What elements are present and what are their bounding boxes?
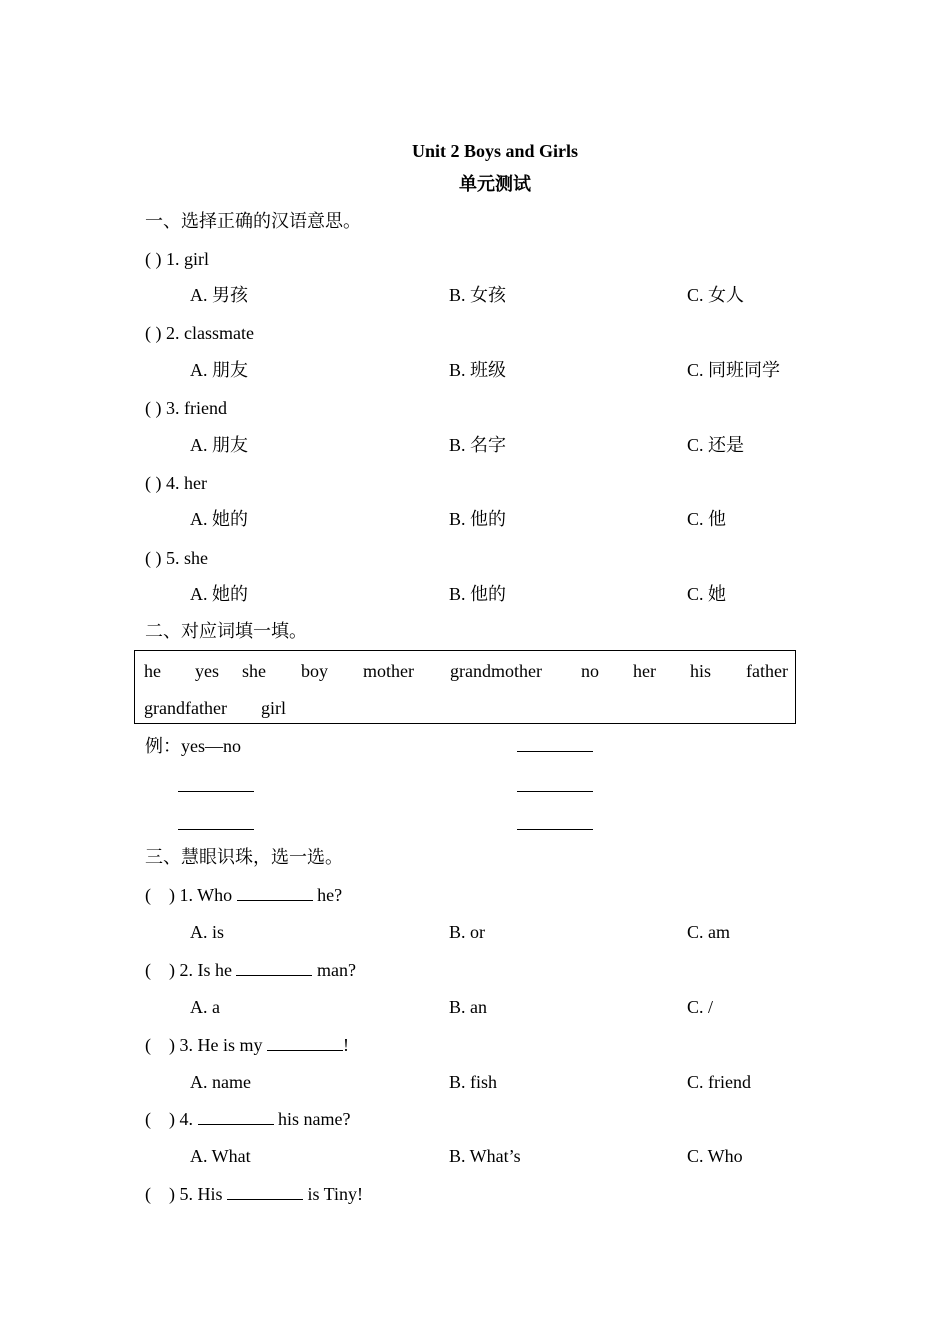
question-3-2-option-b: B. an: [449, 997, 487, 1017]
question-3-1-option-b: B. or: [449, 922, 485, 942]
question-stem-text: he?: [312, 885, 343, 905]
question-stem-text: ( ) 1. Who: [145, 885, 237, 905]
page-title: Unit 2 Boys and Girls: [411, 141, 579, 161]
answer-blank[interactable]: [517, 735, 593, 757]
question-1-5-option-a: A. 她的: [190, 584, 248, 604]
question-1-3-option-a: A. 朋友: [190, 435, 248, 455]
question-3-1-stem: [145, 884, 342, 906]
question-stem-text: ( ) 3. He is my: [145, 1035, 267, 1055]
question-3-4-option-b: B. What’s: [449, 1146, 521, 1166]
answer-blank[interactable]: [517, 775, 593, 797]
question-1-4-option-b: B. 他的: [449, 509, 507, 529]
question-3-1-option-c: C. am: [687, 922, 730, 942]
question-1-1-option-a: A. 男孩: [190, 285, 248, 305]
answer-blank[interactable]: [178, 813, 254, 835]
question-3-2-stem: [145, 959, 356, 981]
question-1-3-option-b: B. 名字: [449, 435, 507, 455]
question-3-5-stem: [145, 1183, 363, 1205]
question-3-2-option-c: C. /: [687, 997, 714, 1017]
question-3-3-option-c: C. friend: [687, 1072, 751, 1092]
answer-blank[interactable]: [237, 884, 313, 901]
question-1-2-option-a: A. 朋友: [190, 360, 248, 380]
answer-blank[interactable]: [178, 775, 254, 797]
word-bank-item: yes: [195, 661, 219, 681]
answer-blank[interactable]: [198, 1108, 274, 1125]
section-heading-2: 二、对应词填一填。: [145, 621, 307, 641]
question-3-4-option-c: C. Who: [687, 1146, 743, 1166]
word-bank-box: [134, 650, 796, 724]
word-bank-item: her: [633, 661, 656, 681]
word-bank-item: grandmother: [450, 661, 542, 681]
question-3-3-stem: [145, 1034, 349, 1056]
word-bank-item: father: [746, 661, 788, 681]
question-stem-text: ( ) 4.: [145, 1109, 198, 1129]
question-1-4-option-c: C. 他: [687, 509, 727, 529]
word-bank-item: mother: [363, 661, 414, 681]
question-stem-text: ( ) 5. His: [145, 1184, 227, 1204]
answer-blank[interactable]: [267, 1034, 343, 1051]
question-stem-text: ( ) 2. Is he: [145, 960, 237, 980]
question-1-4-option-a: A. 她的: [190, 509, 248, 529]
section-heading-3: 三、慧眼识珠，选一选。: [145, 847, 343, 867]
word-bank-item: boy: [301, 661, 328, 681]
word-bank-item: girl: [261, 698, 286, 718]
question-3-4-option-a: A. What: [190, 1146, 251, 1166]
question-3-3-option-a: A. name: [190, 1072, 251, 1092]
question-3-2-option-a: A. a: [190, 997, 220, 1017]
question-3-3-option-b: B. fish: [449, 1072, 498, 1092]
question-1-5-option-b: B. 他的: [449, 584, 507, 604]
question-1-5-stem: ( ) 5. she: [145, 548, 208, 568]
word-bank-item: he: [144, 661, 161, 681]
question-1-5-option-c: C. 她: [687, 584, 727, 604]
question-stem-text: man?: [312, 960, 356, 980]
question-stem-text: his name?: [273, 1109, 351, 1129]
question-1-2-stem: ( ) 2. classmate: [145, 323, 254, 343]
question-1-2-option-b: B. 班级: [449, 360, 507, 380]
word-bank-item: no: [581, 661, 599, 681]
question-1-2-option-c: C. 同班同学: [687, 360, 781, 380]
answer-blank[interactable]: [227, 1183, 303, 1200]
question-stem-text: !: [342, 1035, 349, 1055]
page-subtitle: 单元测试: [459, 174, 531, 194]
answer-blank[interactable]: [236, 959, 312, 976]
section-heading-1: 一、选择正确的汉语意思。: [145, 211, 361, 231]
word-bank-item: she: [242, 661, 266, 681]
example-text: 例：yes—no: [145, 736, 241, 756]
question-1-1-option-b: B. 女孩: [449, 285, 507, 305]
question-stem-text: is Tiny!: [303, 1184, 364, 1204]
question-1-1-stem: ( ) 1. girl: [145, 249, 209, 269]
word-bank-item: grandfather: [144, 698, 227, 718]
question-1-1-option-c: C. 女人: [687, 285, 745, 305]
word-bank-item: his: [690, 661, 712, 681]
question-1-4-stem: ( ) 4. her: [145, 473, 207, 493]
question-3-1-option-a: A. is: [190, 922, 225, 942]
question-1-3-option-c: C. 还是: [687, 435, 745, 455]
question-1-3-stem: ( ) 3. friend: [145, 398, 227, 418]
question-3-4-stem: [145, 1108, 350, 1130]
answer-blank[interactable]: [517, 813, 593, 835]
